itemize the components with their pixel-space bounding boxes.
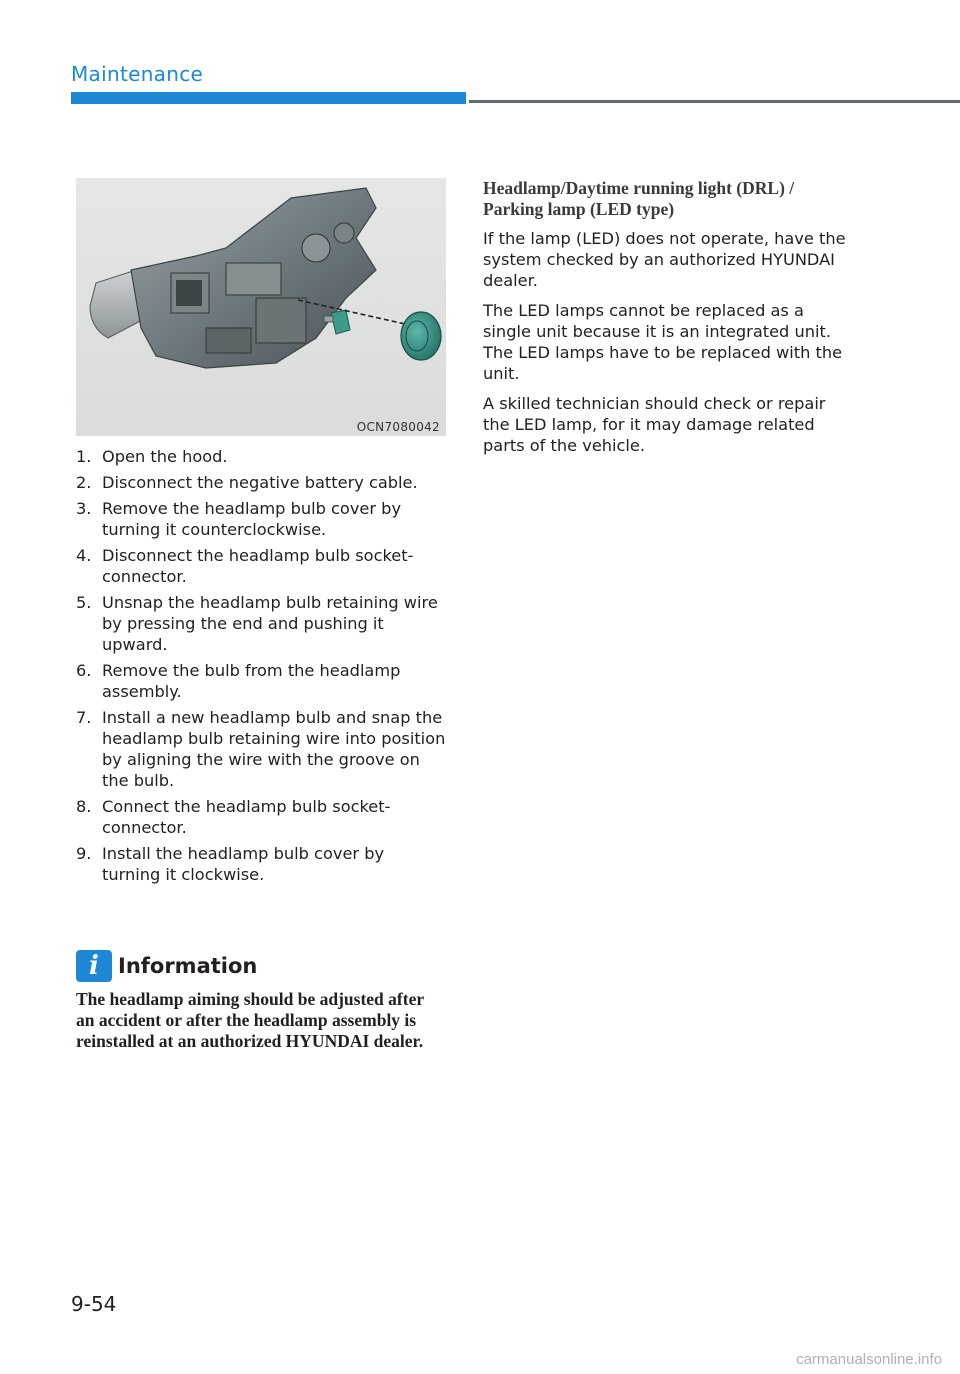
headlamp-illustration: [76, 178, 446, 436]
led-paragraph: A skilled technician should check or repair the LED lamp, for it may damage related parts of the vehicle.: [483, 394, 826, 455]
watermark: carmanualsonline.info: [796, 1351, 942, 1368]
figure-code: OCN7080042: [356, 420, 440, 434]
list-item: [76, 843, 446, 885]
list-item: [76, 545, 446, 587]
procedure-steps: [76, 446, 446, 890]
step-text: Disconnect the headlamp bulb socket-connector.: [102, 546, 414, 586]
step-text: Connect the headlamp bulb socket-connector.: [102, 797, 391, 837]
step-number: 2.: [76, 473, 92, 492]
list-item: [76, 446, 446, 467]
list-item: [76, 707, 446, 791]
list-item: [76, 796, 446, 838]
step-text: Install the headlamp bulb cover by turning it clockwise.: [102, 844, 385, 884]
step-number: 9.: [76, 844, 92, 863]
step-text: Unsnap the headlamp bulb retaining wire by pressing the end and pushing it upward.: [102, 593, 438, 654]
led-section: [483, 178, 853, 465]
step-text: Open the hood.: [102, 447, 228, 466]
list-item: [76, 498, 446, 540]
page-number: 9-54: [71, 1292, 117, 1316]
header-accent-bar: [71, 92, 466, 104]
step-number: 5.: [76, 593, 92, 612]
step-text: Remove the bulb from the headlamp assembly.: [102, 661, 401, 701]
step-number: 4.: [76, 546, 92, 565]
step-number: 6.: [76, 661, 92, 680]
step-number: 8.: [76, 797, 92, 816]
information-title: Information: [118, 954, 258, 978]
header-rule: [469, 100, 960, 103]
list-item: [76, 472, 446, 493]
headlamp-assembly-drawing: [76, 178, 446, 436]
step-number: 3.: [76, 499, 92, 518]
led-paragraph: The LED lamps cannot be replaced as a single unit because it is an integrated unit. The LED lamps have to be replaced with the unit.: [483, 301, 843, 383]
step-number: 1.: [76, 447, 92, 466]
led-section-heading: Headlamp/Daytime running light (DRL) / Parking lamp (LED type): [483, 178, 795, 219]
step-text: Install a new headlamp bulb and snap the headlamp bulb retaining wire into position by aligning the wire with the groove on the bulb.: [102, 708, 446, 790]
list-item: [76, 660, 446, 702]
list-item: [76, 592, 446, 655]
led-paragraph: If the lamp (LED) does not operate, have the system checked by an authorized HYUNDAI dealer.: [483, 229, 846, 290]
information-body: The headlamp aiming should be adjusted after an accident or after the headlamp assembly is reinstalled at an authorized HYUNDAI dealer.: [76, 989, 424, 1051]
info-icon: i: [76, 950, 112, 982]
section-title: Maintenance: [71, 62, 204, 86]
step-number: 7.: [76, 708, 92, 727]
step-text: Disconnect the negative battery cable.: [102, 473, 418, 492]
step-text: Remove the headlamp bulb cover by turning it counterclockwise.: [102, 499, 402, 539]
